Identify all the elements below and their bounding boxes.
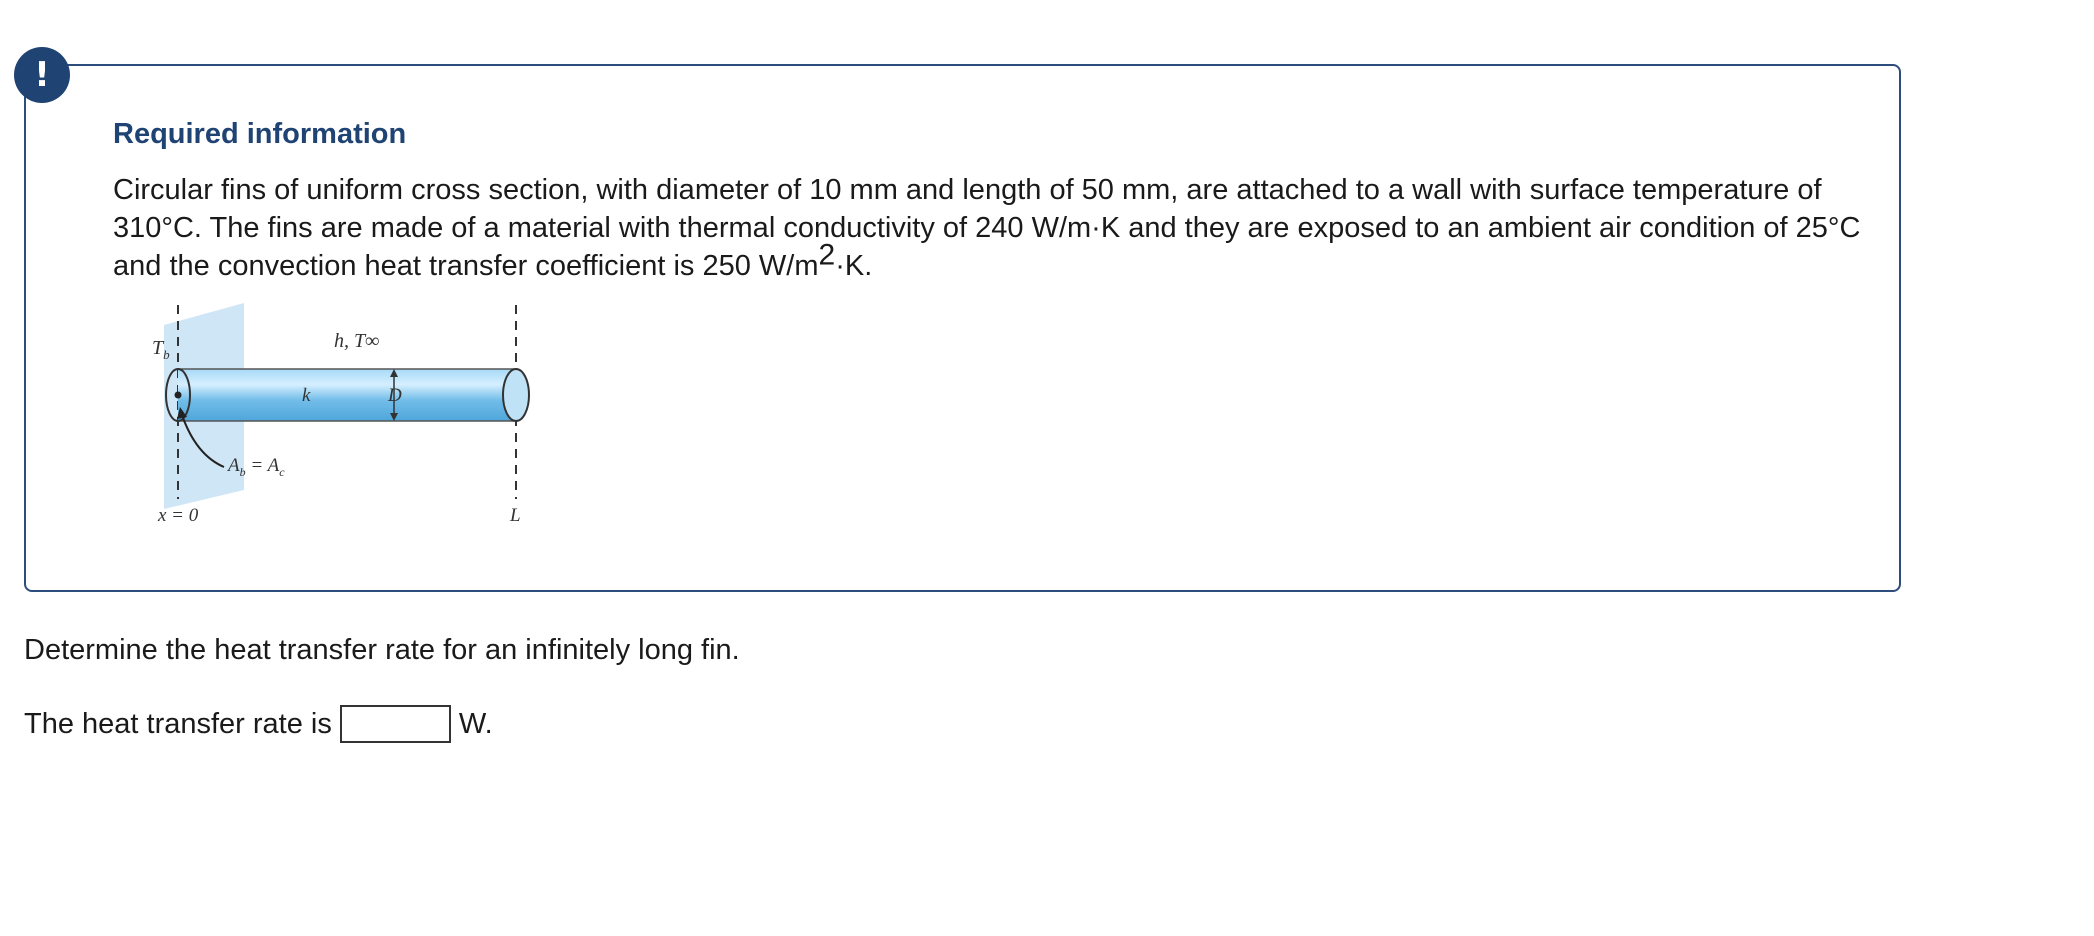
answer-row [24,704,493,744]
problem-statement [113,171,1873,285]
convection-label: h, T∞ [334,330,380,352]
problem-statement-text: Circular fins of uniform cross section, with diameter of 10 mm and length of 50 mm, are attached to a wall with surface temperature of 310°C. The fins are made of a material with thermal conductivity of 240 W/m·K and they are exposed to an ambient air condition of 25°C and the convection heat transfer coefficient is 250 W/m [113,174,1861,282]
superscript-two: 2 [818,238,836,272]
answer-prefix: The heat transfer rate is [24,708,332,740]
area-label: $A_b = A_c$ [228,455,285,479]
x-zero-label: x = 0 [158,505,199,526]
fin-diagram-svg [136,303,546,543]
heat-transfer-rate-input[interactable] [340,705,451,743]
required-information-panel [24,64,1901,592]
length-label: L [510,505,521,526]
conductivity-label: k [302,385,311,406]
question-text: Determine the heat transfer rate for an infinitely long fin. [24,634,740,666]
fin-body [178,369,516,421]
fin-diagram [136,303,546,548]
fin-tip-end [503,369,529,421]
base-temperature-label: $T_b$ [152,337,170,362]
problem-statement-end: ·K. [835,250,873,282]
alert-icon: ! [14,47,70,103]
info-title: Required information [113,118,407,150]
diameter-label: D [388,385,402,406]
answer-unit: W. [458,708,493,740]
